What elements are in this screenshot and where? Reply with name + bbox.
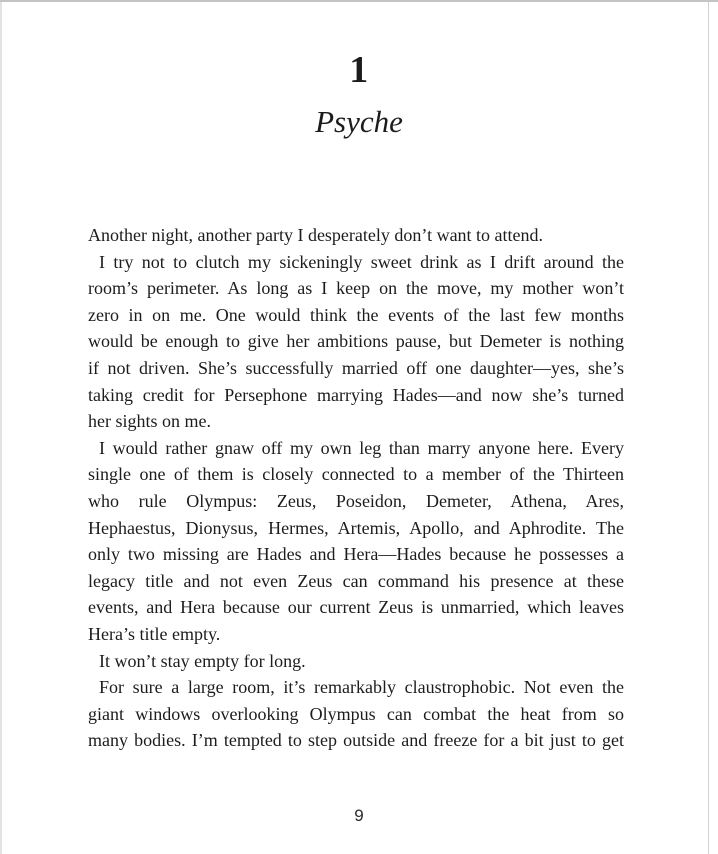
text-line: For sure a large room, it’s remarkably claustrophobic. Not even the (99, 677, 624, 698)
text-line: taking credit for Persephone marrying Hades—and now she’s turned (88, 384, 624, 405)
text-line: only two missing are Hades and Hera—Hades because he possesses a (88, 544, 624, 565)
text-line: many bodies. I’m tempted to step outside and freeze for a bit just to get (88, 730, 624, 751)
text-line: Hera’s title empty. (88, 623, 221, 644)
chapter-title: Psyche (315, 104, 403, 139)
text-line: zero in on me. One would think the events of the last few months (88, 304, 624, 325)
text-line: who rule Olympus: Zeus, Poseidon, Demeter, Athena, Ares, (88, 490, 624, 511)
text-line: if not driven. She’s successfully married off one daughter—yes, she’s (88, 357, 624, 378)
text-line: events, and Hera because our current Zeus is unmarried, which leaves (88, 597, 624, 618)
text-line: room’s perimeter. As long as I keep on the move, my mother won’t (88, 278, 624, 299)
page-body (88, 222, 624, 754)
text-line: single one of them is closely connected to a member of the Thirteen (88, 464, 624, 485)
text-line: would be enough to give her ambitions pause, but Demeter is nothing (88, 331, 624, 352)
text-line: giant windows overlooking Olympus can combat the heat from so (88, 703, 624, 724)
text-line: her sights on me. (88, 411, 211, 432)
text-line: Hephaestus, Dionysus, Hermes, Artemis, Apollo, and Aphrodite. The (88, 517, 624, 538)
text-line: I try not to clutch my sickeningly sweet drink as I drift around the (99, 251, 624, 272)
text-line: Another night, another party I desperately don’t want to attend. (88, 225, 544, 245)
page-number: 9 (354, 806, 364, 825)
text-line: It won’t stay empty for long. (99, 650, 306, 671)
chapter-number: 1 (349, 49, 369, 91)
text-line: legacy title and not even Zeus can command his presence at these (88, 570, 624, 591)
text-line: I would rather gnaw off my own leg than marry anyone here. Every (99, 437, 624, 458)
